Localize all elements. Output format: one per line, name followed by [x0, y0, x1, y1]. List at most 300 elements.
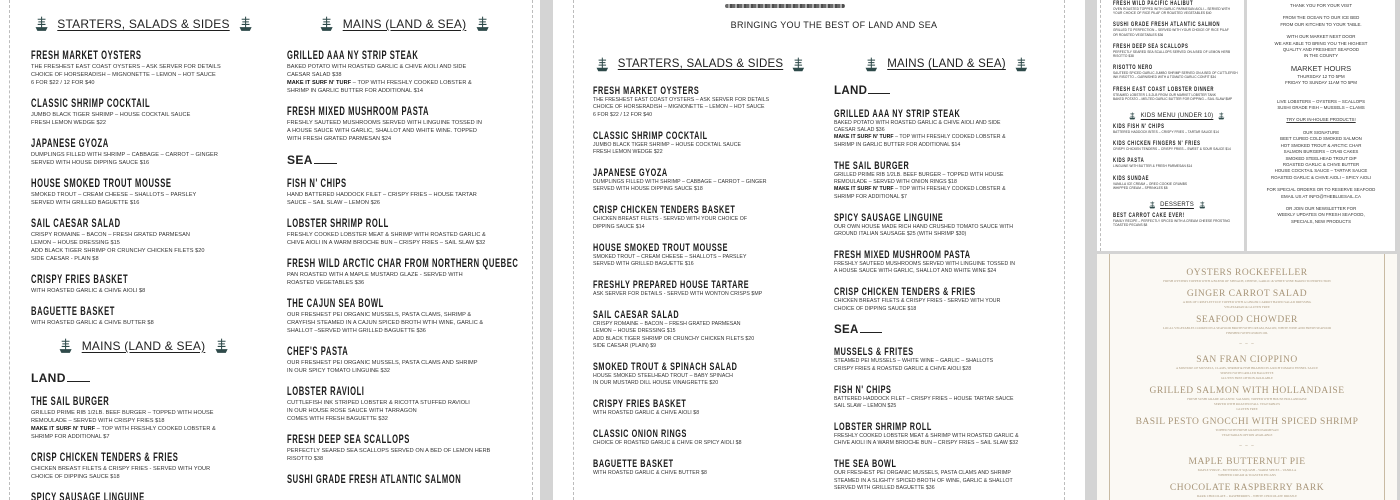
menu-item-title: LOBSTER SHRIMP ROLL	[834, 420, 932, 433]
menu-page-middle	[553, 0, 1085, 500]
menu-item-description: WHIPPED CREAM – SPRINKLES $8	[1113, 185, 1168, 190]
menu-item-title: JAPANESE GYOZA	[31, 138, 109, 150]
info-line: SMOKED STEELHEAD TROUT DIP	[1285, 155, 1357, 161]
info-line: OUR SIGNATURE	[1302, 129, 1340, 135]
menu-item-title: SAIL CAESAR SALAD	[593, 308, 680, 321]
menu-item-description: SHRIMP FOR ADDITIONAL $7	[834, 193, 907, 200]
menu-item	[287, 106, 522, 143]
menu-item-description: MAPLE SYRUP – BUTTERNUT SQUASH – WARM SPICES – VANILLA	[1197, 468, 1297, 472]
menu-item-title: JAPANESE GYOZA	[593, 167, 668, 180]
menu-item-description: PAN ROASTED WITH A MAPLE MUSTARD GLAZE - SERVED WITH	[287, 272, 463, 278]
menu-item-description: CRISPY CHICKEN TENDERS – CRISPY FRIES – SWEET & SOUR SAUCE $14	[1113, 147, 1231, 152]
menu-item-description: 6 FOR $22 / 12 FOR $40	[31, 80, 95, 86]
menu-item-description: LEMON – HOUSE DRESSING $15	[31, 240, 120, 246]
menu-item-description: CAESAR SALAD $36	[834, 126, 885, 133]
section-heading-text: MAINS (LAND & SEA)	[81, 338, 206, 353]
menu-item-description: DUMPLINGS FILLED WITH SHRIMP – CABBAGE – CARROT – GINGER	[593, 179, 767, 186]
ship-icon	[865, 57, 878, 72]
info-line: FRIDAY TO SUNDAY 11AM TO 5PM	[1285, 80, 1357, 86]
menu-item	[593, 85, 808, 119]
menu-item	[31, 50, 256, 87]
info-line: BEET CURED COLD SMOKED SALMON	[1280, 136, 1362, 142]
menu-item-description: ADD BLACK TIGER SHRIMP OR CRUNCHY CHICKEN FILETS $20	[31, 248, 205, 254]
menu-item	[31, 306, 256, 327]
menu-item	[834, 384, 1059, 411]
ship-icon	[1015, 57, 1028, 72]
info-line: SPECIALS, NEW PRODUCTS	[1290, 218, 1351, 224]
ship-icon	[476, 16, 489, 32]
menu-item-description: CHICKEN BREAST FILETS & CRISPY FRIES - SERVED WITH YOUR	[31, 466, 211, 472]
menu-item-title: BEST CARROT CAKE EVER!	[1113, 212, 1185, 220]
menu-item-description: FINISHED WITH LEMON OIL	[1226, 331, 1268, 335]
menu-item-description: SAIL SLAW – LEMON $25	[834, 402, 897, 409]
info-line: HOT SMOKED TROUT & ARCTIC CHAR	[1280, 142, 1362, 148]
subsection-label: LAND	[834, 85, 1059, 97]
menu-item	[1113, 123, 1241, 134]
menu-item-description: FAMILY RECIPE – PERFECTLY SPICED WITH A CREAM CHEESE FROSTING	[1113, 219, 1231, 224]
menu-item-description: BAKED POTATO – MELTED GARLIC BUTTER FOR DIPPING – SAIL SLAW $MP	[1113, 96, 1233, 101]
menu-item	[593, 130, 808, 157]
menu-item	[1097, 417, 1397, 438]
menu-item-description: SERVED WITH GRILLED BAGUETTE $16	[31, 200, 140, 206]
menu-item-title: FRESH MIXED MUSHROOM PASTA	[287, 106, 430, 118]
info-line: QUALITY AND FRESHEST SEAFOOD	[1282, 47, 1360, 53]
menu-item-description: CHOICE OF DIPPING SAUCE $18	[31, 474, 120, 480]
menu-item-title: FRESH DEEP SEA SCALLOPS	[1113, 42, 1189, 50]
page-border	[532, 0, 533, 500]
menu-item-description-text: – TOP WITH FRESHLY COOKED LOBSTER &	[893, 134, 1006, 141]
menu-item-description: REMOULADE – SERVED WITH ONION RINGS $18	[834, 179, 957, 186]
ship-icon	[320, 16, 333, 32]
menu-item-title: FRESH DEEP SEA SCALLOPS	[287, 434, 410, 446]
ship-icon	[792, 57, 805, 72]
menu-item-description	[834, 134, 1059, 141]
menu-item-description: HOUSE SMOKED STEELHEAD TROUT – BABY SPINACH	[593, 373, 733, 379]
menu-item	[1113, 0, 1241, 15]
menu-item-description: WITH FRESH GRATED PARMESAN $24	[287, 136, 392, 142]
ornament-divider	[725, 4, 845, 8]
ship-icon	[35, 16, 48, 32]
surf-turf-label: MAKE IT SURF N' TURF	[287, 80, 352, 86]
menu-item-description: SAUTEED SPICED GARLIC JUMBO SHRIMP SERVED ON A BED OF CUTTLEFISH	[1113, 71, 1238, 76]
menu-item	[31, 396, 256, 441]
menu-item-description: FRESH OYSTERS TOPPED WITH A BLEND OF SPINACH, CHEESE, GARLIC & WHITE WINE BAKED TO PERFECTION	[1163, 279, 1331, 283]
menu-item-description: STEAMED IN A SLIGHTY SPICED BROTH OF WINE, GARLIC & SHALLOT	[834, 477, 1013, 484]
menu-item-description: SERVED WITH GRILLED BAGUETTE	[1220, 371, 1274, 375]
menu-item-title: THE SEA BOWL	[834, 458, 897, 471]
menu-item-title: KIDS CHICKEN FINGERS N' FRIES	[1113, 140, 1201, 148]
menu-item	[1113, 157, 1241, 168]
menu-item-description: CHOICE OF HORSERADISH – MIGNONETTE – LEMON – HOT SAUCE	[31, 72, 216, 78]
menu-item-description: SHRIMP IN GARLIC BUTTER FOR ADDITIONAL $14	[834, 141, 961, 148]
menu-item-title: THE SAIL BURGER	[834, 159, 910, 172]
menu-item-description: LOCAL VEGETABLES COOKED IN A SEAFOOD BROTH WITH CREAM, BACON, WHITE WINE AND FRESH SEAFOOD	[1162, 326, 1332, 330]
menu-item-title: BAGUETTE BASKET	[593, 458, 674, 471]
menu-item-description: SERVED WITH HOUSE DIPPING SAUCE $18	[593, 186, 703, 193]
section-heading	[1113, 107, 1241, 120]
menu-item	[1097, 268, 1397, 284]
menu-item-title: FRESH MIXED MUSHROOM PASTA	[834, 249, 971, 262]
menu-item-description: SHRIMP IN GARLIC BUTTER FOR ADDITIONAL $14	[287, 88, 424, 94]
info-line: WE ARE ABLE TO BRING YOU THE HIGHEST	[1274, 40, 1368, 46]
menu-item-description: CRAYFISH STEAMED IN A CAJUN SPICED BROTH WTIH WINE, GARLIC &	[287, 320, 484, 326]
menu-item-description: CRISPY ROMAINE – BACON – FRESH GRATED PARMESAN	[593, 320, 741, 327]
menu-item-title: HOUSE SMOKED TROUT MOUSSE	[31, 178, 172, 190]
menu-item	[1113, 212, 1241, 227]
menu-item	[287, 434, 522, 463]
menu-item	[31, 218, 256, 263]
subsection-label: LAND	[31, 372, 256, 385]
section-heading-text: MAINS (LAND & SEA)	[887, 58, 1006, 71]
menu-item	[593, 167, 808, 194]
menu-item-title: CLASSIC SHRIMP COCKTAIL	[31, 98, 151, 110]
menu-item	[31, 178, 256, 207]
menu-item-description: 6 FOR $22 / 12 FOR $40	[593, 111, 653, 118]
menu-item-description: DUMPLINGS FILLED WITH SHRIMP – CABBAGE – CARROT – GINGER	[31, 152, 218, 158]
section-heading-row	[865, 57, 1027, 72]
menu-item	[593, 242, 808, 269]
menu-item-title: FRESH MARKET OYSTERS	[593, 85, 700, 97]
menu-item-title: MAPLE BUTTERNUT PIE	[1188, 457, 1306, 467]
menu-item-description: ROASTED VEGETABLES $36	[287, 280, 365, 286]
menu-item-title: GRILLED AAA NY STRIP STEAK	[834, 107, 961, 120]
menu-item-title: MUSSELS & FRITES	[834, 346, 914, 359]
menu-item-description: SMOKED TROUT – CREAM CHEESE – SHALLOTS – PARSLEY	[593, 253, 747, 260]
info-line: HOUSE COCKTAIL SAUCE – TARTAR SAUCE	[1274, 168, 1368, 174]
menu-column	[593, 57, 808, 488]
menu-item-title: GRILLED SALMON WITH HOLLANDAISE	[1149, 386, 1345, 396]
menu-item	[1113, 21, 1241, 36]
menu-column	[31, 16, 256, 500]
section-heading-text: STARTERS, SALADS & SIDES	[57, 16, 230, 31]
menu-item	[287, 298, 522, 335]
menu-item-title: FISH N' CHIPS	[287, 178, 347, 190]
menu-item	[31, 98, 256, 127]
menu-item-description: CHOICE OF DIPPING SAUCE $18	[834, 305, 917, 312]
menu-item-description: STEAMED PEI MUSSELS – WHITE WINE – GARLIC – SHALLOTS	[834, 358, 994, 365]
ship-icon	[1149, 201, 1156, 209]
menu-item-description-text: – TOP WITH FRESHLY COOKED LOBSTER &	[893, 186, 1006, 193]
menu-item	[593, 398, 808, 417]
menu-item-description: WITH ROASTED GARLIC & CHIVE AIOLI $8	[593, 410, 700, 417]
menu-item-description: SIDE CAESAR (PLAIN) $9	[593, 343, 657, 350]
menu-item	[834, 108, 1059, 150]
menu-item-description: CRISPY FRIES & ROASTED GARLIC & CHIVE AIOLI $28	[834, 365, 972, 372]
menu-item-title: CLASSIC ONION RINGS	[593, 428, 687, 441]
menu-item-description: IN OUR MUSTARD DILL HOUSE VINAIGRETTE $20	[593, 380, 719, 387]
menu-item-title: SAN FRAN CIOPPINO	[1196, 355, 1298, 365]
menu-item-description	[287, 79, 522, 87]
menu-item-description: SERVED WITH GRILLED BAGUETTE $16	[593, 261, 694, 268]
info-line: FOR SPECIAL ORDERS OR TO RESERVE SEAFOOD	[1266, 187, 1376, 193]
menu-item-description: A HOUSE SAUCE WITH GARLIC, SHALLOT AND WHITE WINE. TOPPED	[287, 128, 477, 134]
menu-item	[1097, 289, 1397, 310]
menu-item	[593, 204, 808, 231]
menu-item-description-text: – TOP WITH FRESHLY COOKED LOBSTER &	[95, 426, 216, 432]
menu-item-title: CRISPY FRIES BASKET	[593, 398, 687, 411]
menu-item	[1113, 175, 1241, 190]
menu-item-title: CHEF'S PASTA	[287, 346, 349, 358]
subsection-label: SEA	[287, 154, 522, 167]
menu-item-description: CHICKEN BREAST FILETS & CRISPY FRIES - SERVED WITH YOUR	[834, 298, 1001, 305]
menu-column	[834, 57, 1059, 500]
menu-item-description: WITH ROASTED GARLIC & CHIVE AIOLI $8	[31, 288, 146, 294]
info-line: OR JOIN OUR NEWSLETTER FOR	[1285, 205, 1357, 211]
menu-item-description: GRILLED TO PERFECTION – SERVED WITH YOUR CHOICE OF RICE PILAF	[1113, 28, 1229, 33]
menu-item-title: BASIL PESTO GNOCCHI WITH SPICED SHRIMP	[1135, 417, 1359, 427]
menu-item-description: OUR FRESHEST PEI ORGANIC MUSSELS, PASTA CLAMS AND SHRIMP	[834, 470, 1011, 477]
menu-item	[593, 309, 808, 351]
menu-item-description: OUR FRESHEST PEI ORGANIC MUSSELS, PASTA CLAMS AND SHRIMP	[287, 360, 478, 366]
menu-item-description: DIPPING SAUCE $14	[593, 223, 645, 230]
menu-item-description: OR ROASTED VEGETABLES $36	[1113, 32, 1164, 37]
ship-icon	[1199, 201, 1206, 209]
menu-item-description: BATTERED HADDOCK FILET – CRISPY FRIES – HOUSE TARTAR SAUCE	[834, 395, 1014, 402]
menu-item-title: FRESH WILD PACIFIC HALIBUT	[1113, 0, 1194, 7]
menu-item-title: KIDS SUNDAE	[1113, 174, 1150, 182]
menu-item-description: SHRIMP FOR ADDITIONAL $7	[31, 434, 110, 440]
menu-item-description: IN OUR SPICY TOMATO LINGUINE $32	[287, 368, 391, 374]
menu-item	[834, 212, 1059, 239]
menu-item	[593, 458, 808, 477]
page-border	[9, 0, 10, 500]
section-heading-row	[59, 338, 228, 354]
menu-item-description: DARK CHOCOLATE – RASPBERRIES – WHITE CHOCOLATE DRIZZLE	[1196, 494, 1298, 498]
info-line: WITH OUR MARKET NEXT DOOR	[1286, 34, 1356, 40]
section-heading-row	[320, 16, 489, 32]
menu-item-description: VANILLA ICE CREAM – OREO COOKIE CRUMBS	[1113, 181, 1188, 186]
menu-item-description: VEGETARIAN & GLUTEN FREE	[1224, 305, 1270, 309]
menu-item	[1113, 64, 1241, 79]
menu-item-description: STEAMED LOBSTER 1.5-2LB FROM OUR MARKET LOBSTER TANK	[1113, 92, 1217, 97]
menu-item	[593, 428, 808, 447]
menu-item-description: CHIVE AIOLI IN A WARM BRIOCHE BUN – CRISPY FRIES – SAIL SLAW $32	[287, 240, 486, 246]
info-line: TRY OUR IN-HOUSE PRODUCTS!	[1286, 117, 1356, 123]
info-line: ROASTED GARLIC & CHIVE AIOLI – SPICY AIOLI	[1271, 174, 1371, 180]
menu-item-title: SMOKED TROUT & SPINACH SALAD	[593, 361, 738, 373]
menu-item-title: FRESH MARKET OYSTERS	[31, 50, 142, 62]
menu-item-description: OVEN ROASTED TOPPED WITH GARLIC PARMESAN AIOLI – SERVED WITH	[1113, 7, 1231, 11]
menu-item-description: JUMBO BLACK TIGER SHRIMP – HOUSE COCKTAIL SAUCE	[593, 141, 742, 148]
ship-icon	[596, 57, 609, 72]
menu-item	[1113, 43, 1241, 58]
menu-item	[1113, 140, 1241, 151]
menu-item	[1097, 355, 1397, 381]
subsection-label: SEA	[834, 324, 1059, 336]
menu-item-description: FRESH SUSHI GRADE ATLANTIC SALMON, TOPPED WITH HOUSE HOLLANDAISE	[1187, 397, 1307, 401]
menu-item-description: CHICKEN BREAST FILETS - SERVED WITH YOUR CHOICE OF	[593, 216, 748, 223]
ship-icon	[215, 338, 228, 354]
menu-item	[834, 421, 1059, 448]
section-heading-row	[596, 57, 805, 72]
menu-item-description-text: – TOP WITH FRESHLY COOKED LOBSTER &	[351, 80, 472, 86]
menu-item-description: RISOTTO $38	[1113, 54, 1134, 59]
menu-item-description: CRISPY ROMAINE – BACON – FRESH GRATED PARMESAN	[31, 232, 190, 238]
ship-icon	[239, 16, 252, 32]
menu-item-description: BATTERED HADDOCK BITES – CRISPY FRIES – TARTAR SAUCE $14	[1113, 130, 1219, 135]
menu-item	[834, 286, 1059, 313]
section-heading	[287, 16, 522, 34]
menu-item-description: A MIX OF CRISP LETTUCE TOPPED WITH A GINGER CARROT BASED SALAD DRESSING	[1182, 300, 1312, 304]
menu-item	[593, 361, 808, 388]
menu-item-description: THE FRESHEST EAST COAST OYSTERS – ASK SERVER FOR DETAILS	[593, 97, 770, 103]
menu-item	[1113, 86, 1241, 101]
surf-turf-label: MAKE IT SURF N' TURF	[834, 134, 894, 141]
menu-item-description: YOUR CHOICE OF RICE PILAF OR ROASTED VEGETABLES $40	[1113, 11, 1212, 16]
divider-ornament: ~ ~ ~	[1239, 444, 1255, 449]
menu-item-title: SUSHI GRADE FRESH ATLANTIC SALMON	[1113, 21, 1221, 29]
ship-icon	[59, 338, 72, 354]
menu-item-description: FRESHLY COOKED LOBSTER MEAT & SHRIMP WITH ROASTED GARLIC &	[287, 232, 486, 238]
section-heading-row	[35, 16, 253, 32]
section-heading-text: MAINS (LAND & SEA)	[342, 16, 467, 31]
menu-item-title: BAGUETTE BASKET	[31, 306, 115, 318]
section-heading-row	[1129, 112, 1224, 120]
info-line: FROM OUR KITCHEN TO YOUR TABLE.	[1280, 21, 1362, 27]
menu-item	[1097, 315, 1397, 336]
info-line: THURSDAY 12 TO 5PM	[1297, 73, 1345, 79]
menu-item-description: SIDE CAESAR - PLAIN $8	[31, 256, 99, 262]
menu-item	[593, 279, 808, 298]
menu-item-title: CRISP CHICKEN TENDERS BASKET	[593, 204, 736, 217]
menu-item-description: IN OUR HOUSE ROSE SAUCE WITH TARRAGON	[287, 408, 417, 414]
menu-item-description	[834, 186, 1059, 193]
menu-item-title: CRISP CHICKEN TENDERS & FRIES	[31, 452, 179, 464]
surf-turf-label: MAKE IT SURF N' TURF	[31, 426, 96, 432]
menu-page-left	[0, 0, 540, 500]
menu-item-title: CHOCOLATE RASPBERRY BARK	[1169, 483, 1325, 493]
menu-item-description: A HOUSE SAUCE WITH GARLIC, SHALLOT AND WHITE WINE $24	[834, 268, 997, 275]
menu-item-title: HOUSE SMOKED TROUT MOUSSE	[593, 241, 729, 254]
menu-item-description: BAKED POTATO WITH ROASTED GARLIC & CHIVE AIOLI AND SIDE	[287, 64, 467, 70]
section-heading-row	[1149, 201, 1206, 209]
menu-item	[31, 138, 256, 167]
menu-item-title: KIDS FISH N' CHIPS	[1113, 123, 1165, 131]
info-line: EMAIL US AT INFO@THEBLUESAIL.CA	[1281, 193, 1361, 199]
menu-item-description: CAESAR SALAD $38	[287, 72, 342, 78]
menu-item-description: GLUTEN FREE	[1236, 407, 1258, 411]
menu-item-description: COMES WITH FRESH BAGUETTE $32	[287, 416, 388, 422]
menu-column	[1113, 0, 1241, 233]
menu-item-title: CRISPY FRIES BASKET	[31, 274, 129, 286]
menu-item-title: OYSTERS ROCKEFELLER	[1186, 268, 1308, 278]
menu-item-description: SAUCE – SAIL SLAW – LEMON $26	[287, 200, 381, 206]
menu-item-description: JUMBO BLACK TIGER SHRIMP – HOUSE COCKTAIL SAUCE	[31, 112, 191, 118]
section-heading	[31, 338, 256, 356]
menu-item	[834, 160, 1059, 202]
menu-item-description: FRESH LEMON WEDGE $22	[31, 120, 107, 126]
info-line: THANK YOU FOR YOUR VISIT	[1289, 3, 1353, 8]
info-line: LIVE LOBSTERS – OYSTERS – SCALLOPS	[1276, 98, 1366, 104]
menu-item	[1097, 457, 1397, 478]
menu-item-title: SAIL CAESAR SALAD	[31, 218, 121, 230]
menu-item-description: SERVED WITH HOUSE DIPPING SAUCE $16	[31, 160, 150, 166]
menu-item	[287, 258, 522, 287]
menu-item-title: GRILLED AAA NY STRIP STEAK	[287, 50, 419, 62]
menu-item	[31, 492, 256, 500]
menu-item-title: CRISP CHICKEN TENDERS & FRIES	[834, 286, 976, 299]
section-heading-text: DESSERTS	[1160, 202, 1194, 209]
menu-item	[287, 218, 522, 247]
info-line: SALMON BURGERS – CRAB CAKES	[1283, 149, 1359, 155]
menu-column	[287, 16, 522, 498]
divider-ornament: ~ ~ ~	[1239, 342, 1255, 347]
section-heading	[834, 57, 1059, 73]
menu-item-title: THE SAIL BURGER	[31, 396, 110, 408]
menu-item-title: CLASSIC SHRIMP COCKTAIL	[593, 129, 708, 142]
menu-item-description: TOPPED WITH FRESH GRATED PARMESAN	[1215, 428, 1279, 432]
menu-item-title: KIDS PASTA	[1113, 157, 1145, 165]
menu-item	[1097, 386, 1397, 412]
tagline: BRINGING YOU THE BEST OF LAND AND SEA	[730, 20, 938, 30]
menu-item-description: GRILLED PRIME RIB 1/2LB. BEEF BURGER – TOPPED WITH HOUSE	[834, 171, 1004, 178]
menu-page-kids-desserts	[1097, 0, 1244, 251]
menu-item	[287, 346, 522, 375]
menu-item-title: SUSHI GRADE FRESH ATLANTIC SALMON	[287, 474, 462, 486]
menu-item-description: FRESHLY SAUTEED MUSHROOMS SERVED WITH LINGUINE TOSSED IN	[287, 120, 482, 126]
menu-item-description: BAKED POTATO WITH ROASTED GARLIC & CHIVE AIOLI AND SIDE	[834, 119, 1001, 126]
menu-item-description: ASK SERVER FOR DETAILS - SERVED WITH WONTON CRISPS $MP	[593, 290, 763, 297]
surf-turf-label: MAKE IT SURF N' TURF	[834, 186, 894, 193]
menu-item-title: THE CAJUN SEA BOWL	[287, 298, 384, 310]
info-line: WEEKLY UPDATES ON FRESH SEAFOOD,	[1277, 212, 1365, 218]
menu-item-title: SPICY SAUSAGE LINGUINE	[31, 492, 145, 500]
page-border	[1100, 0, 1101, 251]
section-heading-text: KIDS MENU (UNDER 10)	[1140, 113, 1214, 120]
info-line: IN THE COUNTY	[1303, 53, 1339, 59]
menu-item-description: A MIXTURE OF MUSSELS, CLAMS, SHRIMP & FISH BRAISED IN A RICH TOMATO FENNEL SAUCE	[1175, 366, 1319, 370]
info-line: FROM THE OCEAN TO OUR ICE BED	[1282, 15, 1360, 21]
menu-item-description: WHIPPED CREAM & TOASTED PECANS	[1218, 473, 1276, 477]
fine-menu	[1097, 268, 1397, 500]
menu-item-title: FRESH EAST COAST LOBSTER DINNER	[1113, 85, 1215, 93]
info-line: MARKET HOURS	[1290, 63, 1352, 73]
menu-item-description: REMOULADE – SERVED WITH CRISPY FRIES $18	[31, 418, 165, 424]
menu-item-description: SMOKED TROUT – CREAM CHEESE – SHALLOTS – PARSLEY	[31, 192, 197, 198]
menu-item-description: LINGUINE WITH BUTTER & FRESH PARMESAN $14	[1113, 164, 1193, 169]
menu-item-description: GLUTEN FREE OPTION AVAILABLE	[1221, 376, 1273, 380]
menu-item-description: VEGETARIAN OPTION AVAILABLE	[1221, 433, 1273, 437]
menu-item-description: OUR FRESHEST PEI ORGANIC MUSSELS, PASTA CLAMS, SHRIMP &	[287, 312, 472, 318]
menu-item-title: GINGER CARROT SALAD	[1186, 289, 1308, 299]
menu-item	[287, 386, 522, 423]
menu-item	[834, 346, 1059, 373]
menu-item-description: RISOTTO $38	[287, 456, 324, 462]
menu-page-fine-dining	[1097, 254, 1397, 500]
menu-item	[1097, 483, 1397, 499]
menu-item-description: SHALLOT –SERVED WITH GRILLED BAGUETTE $36	[287, 328, 426, 334]
menu-item-description: SERVED WITH ROASTED FALL VEGETABLES	[1213, 402, 1281, 406]
menu-item	[31, 274, 256, 295]
page-border	[573, 0, 574, 500]
section-heading-text: STARTERS, SALADS & SIDES	[617, 58, 784, 71]
menu-item-description: PERFECTLY SEARED SEA SCALLOPS SERVED ON A BED OF LEMON HERB	[287, 448, 491, 454]
menu-item-description: INK RISOTTO – GARNISHED WITH A TOMATO GARLIC CONFIT $34	[1113, 75, 1216, 80]
menu-item-description	[31, 425, 256, 433]
menu-item-description: LEMON – HOUSE DRESSING $15	[593, 328, 676, 335]
menu-item-title: LOBSTER SHRIMP ROLL	[287, 218, 389, 230]
menu-item-title: SEAFOOD CHOWDER	[1196, 315, 1298, 325]
menu-item-description: CHOICE OF ROASTED GARLIC & CHIVE OR SPICY AIOLI $8	[593, 440, 742, 447]
ship-icon	[1218, 112, 1225, 120]
info-page	[1247, 0, 1395, 251]
menu-item-description: GRILLED PRIME RIB 1/2LB. BEEF BURGER – TOPPED WITH HOUSE	[31, 410, 214, 416]
menu-item-description: FRESHLY SAUTEED MUSHROOMS SERVED WITH LINGUINE TOSSED IN	[834, 261, 1016, 268]
menu-item-title: SPICY SAUSAGE LINGUINE	[834, 211, 944, 224]
menu-item-title: FISH N' CHIPS	[834, 383, 892, 396]
info-line: SUSHI GRADE FISH – MUSSELS – CLAMS	[1277, 105, 1365, 111]
menu-item	[31, 452, 256, 481]
